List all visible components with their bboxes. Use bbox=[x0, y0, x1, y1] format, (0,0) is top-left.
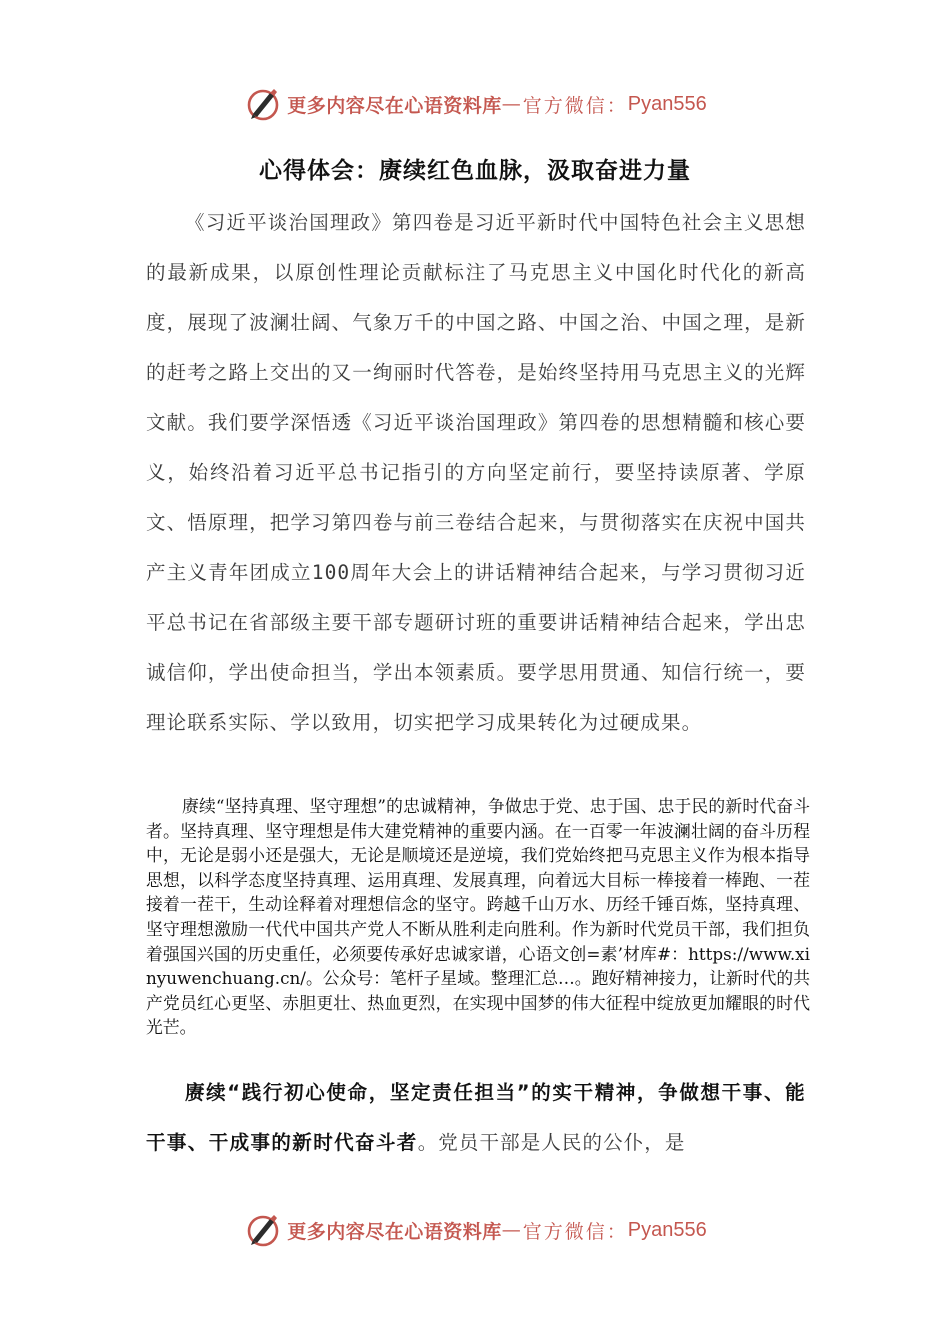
footer-banner bbox=[0, 1210, 950, 1250]
pen-logo-icon bbox=[243, 1210, 283, 1250]
banner-sub: 官方微信： bbox=[522, 1220, 628, 1243]
header-banner bbox=[0, 84, 950, 124]
paragraph-3-rest: 。党员干部是人民的公仆，是 bbox=[417, 1131, 686, 1154]
pen-logo-icon bbox=[243, 84, 283, 124]
paragraph-2: 赓续“坚持真理、坚守理想”的忠诚精神，争做忠于党、忠于国、忠于民的新时代奋斗者。坚持真理、坚守理想是伟大建党精神的重要内涵。在一百零一年波澜壮阔的奋斗历程中，无论是弱小还是强大，无论是顺境还是逆境，我们党始终把马克思主义作为根本指导思想，以科学态度坚持真理、运用真理、发展真理，向着远大目标一棒接着一棒跑、一茬接着一茬干，生动诠释着对理想信念的坚守。跨越千山万水、历经千锤百炼，坚持真理、坚守理想激励一代代中国共产党人不断从胜利走向胜利。作为新时代党员干部，我们担负着强国兴国的历史重任，必须要传承好忠诚家谱，心语文创=素’材库#：https://www.xinyuwenchuang.cn/。公众号：笔杆子星域。整理汇总…。跑好精神接力，让新时代的共产党员红心更坚、赤胆更壮、热血更烈，在实现中国梦的伟大征程中绽放更加耀眼的时代光芒。 bbox=[146, 796, 810, 1038]
banner-text: 更多内容尽在心语资料库 bbox=[287, 1220, 502, 1243]
banner-sub: 官方微信： bbox=[522, 94, 628, 117]
paragraph-3-lead: 赓续“践行初心使命，坚定责任担当”的实干精神，争做想干事、能干事、干成事的新时代奋斗者 bbox=[146, 1081, 806, 1154]
banner-account: Pyan556 bbox=[627, 92, 707, 115]
paragraph-1: 《习近平谈治国理政》第四卷是习近平新时代中国特色社会主义思想的最新成果，以原创性理论贡献标注了马克思主义中国化时代化的新高度，展现了波澜壮阔、气象万千的中国之路、中国之治、中国之理，是新的赶考之路上交出的又一绚丽时代答卷，是始终坚持用马克思主义的光辉文献。我们要学深悟透《习近平谈治国理政》第四卷的思想精髓和核心要义，始终沿着习近平总书记指引的方向坚定前行，要坚持读原著、学原文、悟原理，把学习第四卷与前三卷结合起来，与贯彻落实在庆祝中国共产主义青年团成立100周年大会上的讲话精神结合起来，与学习贯彻习近平总书记在省部级主要干部专题研讨班的重要讲话精神结合起来，学出忠诚信仰，学出使命担当，学出本领素质。要学思用贯通、知信行统一，要理论联系实际、学以致用，切实把学习成果转化为过硬成果。 bbox=[146, 211, 806, 734]
paragraph-3 bbox=[146, 1068, 806, 1168]
banner-dash: — bbox=[501, 93, 523, 115]
banner-dash: — bbox=[501, 1219, 523, 1241]
document-title: 心得体会：赓续红色血脉，汲取奋进力量 bbox=[259, 158, 691, 184]
banner-text: 更多内容尽在心语资料库 bbox=[287, 94, 502, 117]
banner-account: Pyan556 bbox=[627, 1218, 707, 1241]
